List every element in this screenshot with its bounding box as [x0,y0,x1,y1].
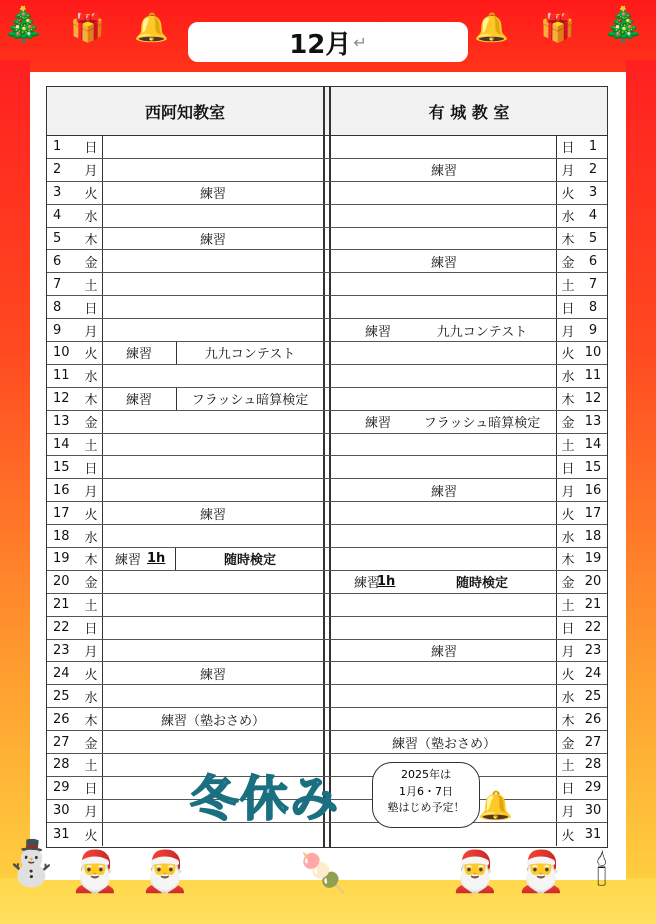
weekday-right: 金 [561,576,575,592]
day-number-left: 9 [53,322,62,338]
event-right [333,388,555,410]
day-number-right: 2 [588,162,598,178]
event-right: 練習（塾おさめ） [391,736,496,752]
day-number-right: 5 [588,231,598,246]
event-left [103,479,323,501]
notice-line: 1月6・7日 [399,784,453,798]
day-number-left: 2 [53,162,62,178]
weekday-right: 火 [561,347,575,363]
day-number-left: 20 [53,574,70,590]
event-right [333,594,555,616]
weekday-right: 火 [561,828,575,844]
weekday-left: 水 [84,690,98,706]
event-right [333,617,555,639]
day-number-right: 4 [588,208,598,224]
return-mark: ↵ [353,32,367,52]
hand-bell-icon: 🔔 [478,789,513,822]
weekday-left: 月 [84,164,98,180]
event-left [103,434,323,456]
weekday-left: 土 [84,439,98,455]
table-row [47,594,607,617]
candle-wreath-icon: 🕯 [596,849,608,895]
notice-line: 塾はじめ予定！ [387,801,465,814]
day-number-right: 23 [584,643,602,659]
event-left: 練習 [199,233,226,248]
event-right [333,273,555,295]
table-row [47,250,607,273]
table-row [47,640,607,663]
weekday-right: 土 [561,439,575,455]
column-rule [175,548,176,570]
weekday-right: 日 [561,622,575,638]
weekday-left: 月 [84,805,98,821]
weekday-right: 水 [561,530,575,546]
weekday-right: 金 [561,416,575,432]
weekday-left: 木 [84,553,98,569]
day-number-left: 31 [53,826,70,842]
weekday-right: 日 [561,782,575,798]
mochi-pounding-icon: 🍡 [300,851,348,895]
event-left [103,250,323,272]
day-number-right: 10 [584,345,602,361]
day-number-right: 18 [584,528,602,544]
weekday-right: 木 [561,393,575,409]
event-left-detail: フラッシュ暗算検定 [191,393,309,409]
day-number-right: 25 [584,688,602,704]
weekday-left: 木 [84,713,98,729]
day-number-left: 11 [53,368,70,384]
event-right: 練習 [364,416,391,432]
event-right [333,525,555,547]
weekday-left: 水 [84,370,98,386]
day-number-right: 27 [584,734,602,750]
table-row [47,365,607,388]
day-number-left: 25 [53,688,70,704]
event-right: 練習 [353,576,380,592]
table-row [47,296,607,319]
day-number-right: 14 [584,437,602,453]
event-left [103,571,323,593]
table-row [47,502,607,525]
weekday-right: 月 [561,805,575,821]
table-row [47,731,607,754]
table-row [47,548,607,571]
weekday-right: 木 [561,713,575,729]
event-left [103,136,323,158]
day-number-left: 22 [53,620,70,636]
day-number-right: 9 [588,322,598,338]
bell-icon: 🔔 [474,11,509,44]
duration-right: 1h [377,574,396,590]
day-number-right: 21 [584,597,602,613]
table-row [47,708,607,731]
weekday-left: 火 [84,667,98,683]
event-right [333,296,555,318]
day-number-left: 12 [53,391,70,407]
child-santa-hat-icon: 🎅 [140,849,190,895]
weekday-left: 金 [84,416,98,432]
day-number-right: 22 [584,620,602,636]
table-row [47,388,607,411]
event-right [333,365,555,387]
day-number-right: 3 [588,185,598,201]
day-number-left: 28 [53,757,70,773]
event-left [103,594,323,616]
event-right: 練習 [430,645,457,661]
event-left [103,731,323,753]
day-number-left: 21 [53,597,70,613]
event-left: 練習 [125,393,152,409]
weekday-right: 月 [561,484,575,500]
winter-break-title: 冬休み [190,771,341,827]
event-left: 練習 [199,187,226,203]
gift-box-icon: 🎁 [70,11,105,44]
day-number-left: 4 [53,208,62,224]
day-number-right: 11 [584,368,602,384]
day-number-left: 1 [53,139,62,155]
frame-right [626,60,656,890]
weekday-right: 水 [561,370,575,386]
table-header [47,87,607,136]
weekday-left: 金 [84,255,98,271]
event-left [103,456,323,478]
event-left: 練習 [125,347,152,363]
weekday-right: 水 [561,690,575,706]
schedule-table [46,86,608,848]
event-right [333,182,555,204]
event-right-detail: 九九コンテスト [436,324,528,340]
weekday-right: 木 [561,553,575,569]
weekday-right: 金 [561,736,575,752]
day-number-left: 29 [53,780,70,796]
weekday-left: 土 [84,278,98,294]
table-row [47,685,607,708]
weekday-right: 水 [561,210,575,226]
day-number-right: 30 [584,803,602,819]
weekday-left: 土 [84,599,98,615]
table-row [47,319,607,342]
weekday-right: 土 [561,278,575,294]
event-left [103,273,323,295]
day-number-left: 17 [53,505,70,521]
notice-bubble [372,762,480,828]
page-title: 12月 [289,29,352,60]
day-number-right: 31 [584,826,602,842]
table-row [47,228,607,251]
day-number-right: 15 [584,459,602,475]
day-number-right: 1 [588,139,598,155]
weekday-right: 月 [561,645,575,661]
event-right: 練習 [430,255,457,271]
event-left [103,159,323,181]
day-number-left: 27 [53,734,70,750]
day-number-right: 29 [584,780,602,796]
event-left: 練習 [115,553,142,569]
notice-line: 2025年は [401,768,451,781]
weekday-left: 水 [84,530,98,546]
event-left [103,525,323,547]
event-left-detail: 随時検定 [223,553,276,569]
table-row [47,411,607,434]
weekday-right: 金 [561,255,575,271]
day-number-left: 6 [53,253,62,269]
weekday-left: 日 [84,622,98,638]
table-row [47,571,607,594]
weekday-left: 木 [84,393,98,409]
weekday-right: 火 [561,187,575,203]
event-left: 練習 [199,507,226,523]
day-number-right: 12 [584,391,602,407]
day-number-right: 24 [584,665,602,681]
event-right [333,342,555,364]
day-number-right: 8 [588,299,598,315]
table-row [47,456,607,479]
event-left [103,365,323,387]
table-row [47,525,607,548]
event-right [333,434,555,456]
table-row [47,159,607,182]
table-row [47,617,607,640]
header-ariki: 有 城 教 室 [428,103,510,122]
day-number-right: 20 [584,574,602,590]
weekday-left: 日 [84,301,98,317]
event-right [333,136,555,158]
day-number-left: 23 [53,643,70,659]
duration-left: 1h [147,551,166,567]
table-row [47,205,607,228]
day-number-right: 17 [584,505,602,521]
event-left-detail: 九九コンテスト [204,347,296,363]
event-right: 練習 [430,164,457,180]
table-row [47,662,607,685]
event-left [103,617,323,639]
child-santa-hat-icon: 🎅 [450,849,500,895]
event-right-detail: 随時検定 [455,576,508,592]
event-left: 練習（塾おさめ） [160,713,265,729]
day-number-right: 16 [584,482,602,498]
table-row [47,434,607,457]
weekday-left: 月 [84,324,98,340]
header-nishiachi: 西阿知教室 [144,103,225,122]
day-number-right: 6 [588,253,598,269]
day-number-left: 26 [53,711,70,727]
event-right [333,456,555,478]
table-body [47,136,607,846]
weekday-right: 土 [561,759,575,775]
frame-left [0,60,30,890]
event-right [333,548,555,570]
table-row [47,136,607,159]
day-number-left: 3 [53,185,62,201]
weekday-left: 水 [84,210,98,226]
christmas-tree-icon: 🎄 [2,5,45,45]
weekday-left: 月 [84,645,98,661]
event-right: 練習 [430,484,457,500]
weekday-left: 金 [84,576,98,592]
weekday-right: 火 [561,667,575,683]
event-right [333,662,555,684]
weekday-left: 火 [84,187,98,203]
day-number-left: 19 [53,551,70,567]
day-number-left: 13 [53,414,70,430]
weekday-left: 火 [84,507,98,523]
day-number-left: 10 [53,345,70,361]
event-right: 練習 [364,324,391,340]
weekday-left: 木 [84,233,98,248]
event-left: 練習 [199,667,226,683]
weekday-left: 火 [84,347,98,363]
event-left [103,319,323,341]
day-number-right: 7 [588,276,598,292]
weekday-right: 日 [561,141,575,157]
weekday-left: 日 [84,141,98,157]
day-number-left: 30 [53,803,70,819]
bell-icon: 🔔 [134,11,169,44]
christmas-tree-icon: 🎄 [602,5,645,45]
table-row [47,182,607,205]
weekday-right: 木 [561,233,575,248]
day-number-right: 19 [584,551,602,567]
event-left [103,685,323,707]
weekday-left: 金 [84,736,98,752]
table-row [47,273,607,296]
event-left [103,296,323,318]
weekday-right: 月 [561,164,575,180]
day-number-left: 8 [53,299,62,315]
day-number-left: 7 [53,276,62,292]
weekday-left: 日 [84,782,98,798]
weekday-left: 月 [84,484,98,500]
weekday-right: 日 [561,461,575,477]
event-right [333,685,555,707]
event-right [333,228,555,250]
weekday-right: 日 [561,301,575,317]
event-left [103,640,323,662]
day-number-left: 15 [53,459,70,475]
day-number-left: 14 [53,437,70,453]
day-number-left: 18 [53,528,70,544]
day-number-right: 13 [584,414,602,430]
weekday-left: 土 [84,759,98,775]
child-santa-hat-icon: 🎅 [70,849,120,895]
event-left [103,205,323,227]
table-row [47,479,607,502]
weekday-right: 火 [561,507,575,523]
child-santa-hat-icon: 🎅 [516,849,566,895]
day-number-right: 26 [584,711,602,727]
snowman-icon: ⛄ [4,838,59,889]
day-number-right: 28 [584,757,602,773]
table-row [47,342,607,365]
event-right [333,708,555,730]
day-number-left: 16 [53,482,70,498]
weekday-left: 日 [84,461,98,477]
weekday-right: 土 [561,599,575,615]
day-number-left: 24 [53,665,70,681]
event-left [103,411,323,433]
weekday-right: 月 [561,324,575,340]
day-number-left: 5 [53,231,62,246]
weekday-left: 火 [84,828,98,844]
title-box [188,22,468,62]
gift-box-icon: 🎁 [540,11,575,44]
event-right [333,205,555,227]
event-right [333,502,555,524]
event-right-detail: フラッシュ暗算検定 [423,416,541,432]
